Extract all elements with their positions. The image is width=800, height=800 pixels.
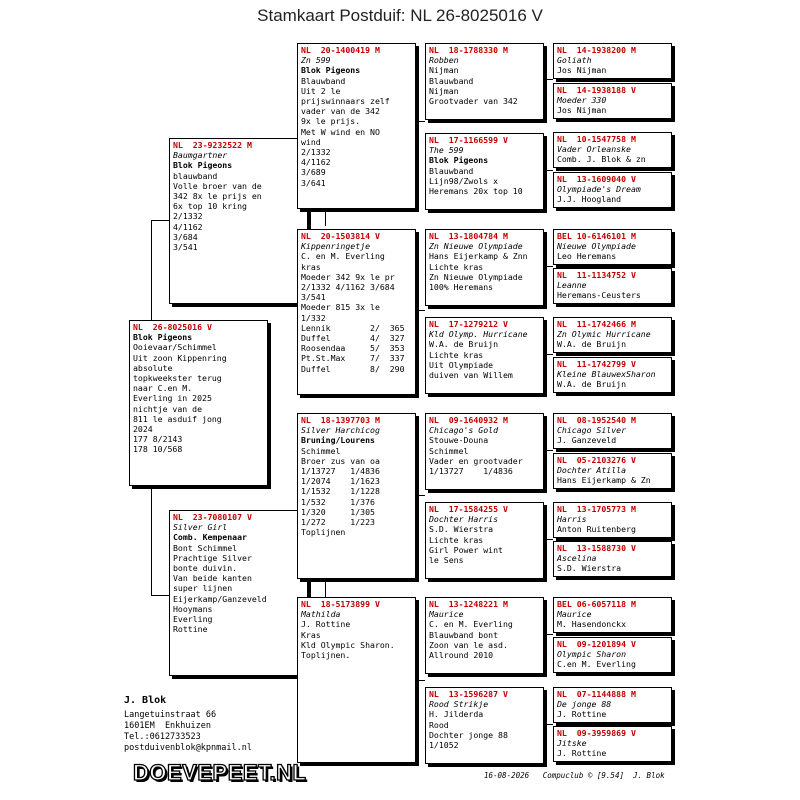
ring-number: NL 17-1166599 V [429,135,508,145]
pigeon-name: Silver Harchicog [301,425,380,436]
info-line: 1/272 1/223 [301,517,375,528]
pigeon-name: Olympic Sharon [557,649,627,660]
connector-line [547,354,553,355]
ring-number: NL 05-2103276 V [557,455,636,465]
info-line: Rood [429,719,449,730]
pigeon-card-ggf-3[interactable] [425,413,544,490]
pigeon-name: Kippenringetje [301,241,371,252]
info-line: 1/13727 1/4836 [429,466,513,477]
info-line: Moeder 815 3x le [301,302,380,313]
info-line: prijswinnaars zelf [301,96,390,107]
info-line: Pt.St.Max 7/ 337 [301,353,405,364]
info-line: Jos Nijman [557,105,607,116]
info-line: Ooievaar/Schimmel [133,342,217,353]
info-line: Lichte kras [429,534,484,545]
pigeon-name: Maurice [429,609,464,620]
owner-city: 1601EM Enkhuizen [124,721,211,731]
info-line: Nijman [429,85,459,96]
info-line: 4/1162 [301,157,331,168]
owner-label: Blok Pigeons [429,155,489,166]
info-line: Lennik 2/ 365 [301,322,405,333]
info-line: Schimmel [429,445,469,456]
pigeon-card-father-father[interactable] [297,43,416,209]
ring-number: NL 17-1279212 V [429,319,508,329]
info-line: Girl Power wint [429,544,503,555]
info-line: 2024 [133,424,153,435]
connector-line [419,495,425,496]
connector-line [547,539,553,540]
info-line: 177 8/2143 [133,434,183,445]
info-line: J. Rottine [557,748,607,759]
pigeon-card-gen4-16[interactable] [553,726,672,762]
info-line: Everling [173,614,213,625]
info-line: J. Ganzeveld [557,435,617,446]
owner-street: Langetuinstraat 66 [124,710,217,720]
info-line: 178 10/568 [133,444,183,455]
pigeon-name: Zn Olymic Hurricane [557,329,651,340]
connector-line [151,220,169,221]
info-line: kras [301,261,321,272]
info-line: W.A. de Bruijn [557,379,627,390]
owner-label: Blok Pigeons [133,332,193,343]
info-line: 1/1052 [429,740,459,751]
info-line: C. en M. Everling [429,619,513,630]
owner-label: Blok Pigeons [173,160,233,171]
ring-number: NL 13-1705773 M [557,504,636,514]
ring-number: NL 18-1397703 M [301,415,380,425]
info-line: Jos Nijman [557,65,607,76]
ring-number: NL 09-1201894 V [557,639,636,649]
info-line: blauwband [173,170,218,181]
ring-number: NL 17-1584255 V [429,504,508,514]
owner-name: J. Blok [124,695,167,706]
pigeon-name: Vader Orleanske [557,144,631,155]
ring-number: NL 11-1134752 V [557,270,636,280]
info-line: 3/641 [301,177,326,188]
pigeon-name: Nieuwe Olympiade [557,241,636,252]
info-line: naar C.en M. [133,383,193,394]
info-line: Duffel 4/ 327 [301,333,405,344]
ring-number: NL 09-3959869 V [557,728,636,738]
pigeon-card-gen4-9[interactable] [553,413,672,449]
page-title: Stamkaart Postduif: NL 26-8025016 V [257,6,543,25]
info-line: Lichte kras [429,349,484,360]
info-line: 2/1332 4/1162 3/684 [301,282,395,293]
info-line: Toplijnen. [301,650,351,661]
ring-number: NL 18-5173899 V [301,599,380,609]
info-line: 2/1332 [301,147,331,158]
info-line: Grootvader van 342 [429,96,518,107]
pigeon-name: Chicago's Gold [429,425,499,436]
pigeon-name: Goliath [557,55,592,66]
info-line: 3/684 [173,231,198,242]
ring-number: NL 20-1400419 M [301,45,380,55]
pigeon-name: Jitske [557,738,587,749]
pigeon-card-gen4-14[interactable] [553,637,672,673]
info-line: Blauwband [429,165,474,176]
info-line: Comb. J. Blok & zn [557,154,646,165]
connector-line [547,266,553,267]
info-line: Duffel 8/ 290 [301,363,405,374]
info-line: 1/1532 1/1228 [301,486,380,497]
pigeon-card-gen4-11[interactable] [553,502,672,538]
info-line: nichtje van de [133,403,203,414]
pigeon-card-ggm-1[interactable] [425,133,544,210]
ring-number: NL 23-7080107 V [173,512,252,522]
info-line: Bont Schimmel [173,542,238,553]
info-line: Blauwband bont [429,629,499,640]
info-line: Everling in 2025 [133,393,212,404]
pigeon-name: Harris [557,514,587,525]
info-line: S.D. Wierstra [557,563,622,574]
pigeon-name: De jonge 88 [557,699,612,710]
ring-number: NL 13-1609040 V [557,174,636,184]
pigeon-name: Kld Olymp. Hurricane [429,329,528,340]
connector-line [151,486,152,596]
info-line: Moeder 342 9x le pr [301,271,395,282]
info-line: Heremans-Ceusters [557,290,641,301]
info-line: W.A. de Bruijn [557,339,627,350]
info-line: C.en M. Everling [557,659,636,670]
info-line: H. Jilderda [429,709,484,720]
info-line: Broer zus van oa [301,455,380,466]
info-line: Uit Olympiade [429,359,494,370]
info-line: le Sens [429,555,464,566]
owner-block [124,695,252,754]
pigeon-name: Rood Strikje [429,699,489,710]
pigeon-card-mother[interactable] [169,510,308,676]
info-line: 1/2074 1/1623 [301,476,380,487]
pigeon-name: Maurice [557,609,592,620]
info-line: Toplijnen [301,527,346,538]
ring-number: NL 26-8025016 V [133,322,212,332]
info-line: 3/541 [173,242,198,253]
connector-line [547,450,553,451]
info-line: 3/689 [301,167,326,178]
info-line: 3/541 [301,292,326,303]
info-line: 1/332 [301,312,326,323]
site-logo[interactable]: DOEVEPEET.NL [133,760,307,785]
info-line: duiven van Willem [429,370,513,381]
pigeon-card-gen4-13[interactable] [553,597,672,633]
pigeon-card-gen4-4[interactable] [553,172,672,208]
connector-line [547,724,553,725]
info-line: 4/1162 [173,221,203,232]
pigeon-card-gen4-1[interactable] [553,43,672,79]
info-line: Hans Eijerkamp & Znn [429,251,528,262]
pigeon-name: Dochter Atilla [557,465,627,476]
pigeon-card-mother-father[interactable] [297,413,416,579]
pigeon-card-gen4-2[interactable] [553,83,672,119]
pigeon-card-ggf-2[interactable] [425,229,544,306]
info-line: J. Rottine [557,709,607,720]
ring-number: NL 13-1596287 V [429,689,508,699]
info-line: C. en M. Everling [301,251,385,262]
info-line: Allround 2010 [429,650,494,661]
ring-number: NL 11-1742466 M [557,319,636,329]
info-line: Rottine [173,624,208,635]
ring-number: NL 07-1144888 M [557,689,636,699]
info-line: Prachtige Silver [173,552,252,563]
pigeon-card-gen4-12[interactable] [553,541,672,577]
info-line: Roosendaa 5/ 353 [301,343,405,354]
connector-line [419,310,425,311]
pigeon-name: Kleine BlauwexSharon [557,369,656,380]
info-line: Van beide kanten [173,573,252,584]
ring-number: NL 11-1742799 V [557,359,636,369]
connector-line [547,170,553,171]
info-line: J.J. Hoogland [557,194,622,205]
ring-number: NL 13-1248221 M [429,599,508,609]
pigeon-card-ggm-2[interactable] [425,317,544,394]
pigeon-card-father-mother[interactable] [297,229,416,395]
info-line: Vader en grootvader [429,455,523,466]
pigeon-name: Robben [429,55,459,66]
info-line: Zoon van le asd. [429,639,508,650]
info-line: 1/13727 1/4836 [301,466,380,477]
info-line: 811 le asduif jong [133,413,222,424]
pigeon-card-gen4-5[interactable] [553,229,672,265]
pigeon-card-gen4-15[interactable] [553,687,672,723]
ring-number: BEL 06-6057118 M [557,599,636,609]
ring-number: NL 08-1952540 M [557,415,636,425]
pigeon-name: The 599 [429,145,464,156]
connector-line [547,634,553,635]
owner-phone: Tel.:0612733523 [124,732,201,742]
info-line: vader van de 342 [301,106,380,117]
pigeon-card-gen4-6[interactable] [553,268,672,304]
info-line: 6x top 10 kring [173,201,247,212]
info-line: Lijn98/Zwols x [429,175,499,186]
info-line: Volle broer van de [173,180,262,191]
info-line: Anton Ruitenberg [557,524,636,535]
pigeon-card-gen4-10[interactable] [553,453,672,489]
ring-number: NL 23-9232522 M [173,140,252,150]
pigeon-name: Leanne [557,280,587,291]
pigeon-name: Baumgartner [173,150,228,161]
info-line: 2/1332 [173,211,203,222]
info-line: absolute [133,362,173,373]
pigeon-name: Moeder 330 [557,95,607,106]
owner-email[interactable]: postduivenblok@kpnmail.nl [124,743,252,753]
info-line: Heremans 20x top 10 [429,186,523,197]
info-line: S.D. Wierstra [429,524,494,535]
info-line: bonte duivin. [173,563,238,574]
pigeon-name: Zn Nieuwe Olympiade [429,241,523,252]
pigeon-card-main[interactable] [129,320,268,486]
info-line: J. Rottine [301,619,351,630]
connector-line [151,220,152,320]
footer-credit: 16-08-2026 Compuclub © [9.54] J. Blok [484,771,665,780]
pigeon-name: Mathilda [301,609,341,620]
connector-line [419,680,425,681]
pigeon-name: Ascelina [557,553,597,564]
pigeon-name: Dochter Harris [429,514,499,525]
info-line: 9x le prijs. [301,116,361,127]
ring-number: NL 14-1938188 V [557,85,636,95]
info-line: Uit 2 le [301,85,341,96]
info-line: W.A. de Bruijn [429,339,499,350]
info-line: 100% Heremans [429,282,494,293]
info-line: Blauwband [429,75,474,86]
ring-number: NL 13-1588730 V [557,543,636,553]
info-line: Uit zoon Kippenring [133,352,227,363]
ring-number: NL 20-1503814 V [301,231,380,241]
ring-number: BEL 10-6146101 M [557,231,636,241]
pigeon-card-gen4-8[interactable] [553,357,672,393]
owner-label: Bruning/Lourens [301,435,375,446]
info-line: Eijerkamp/Ganzeveld [173,593,267,604]
connector-line [547,79,553,80]
info-line: Schimmel [301,445,341,456]
info-line: Met W wind en NO [301,126,380,137]
pigeon-card-ggm-4[interactable] [425,687,544,764]
pigeon-name: Chicago Silver [557,425,627,436]
connector-line [308,580,325,581]
info-line: Dochter jonge 88 [429,729,508,740]
ring-number: NL 14-1938200 M [557,45,636,55]
info-line: super lijnen [173,583,233,594]
pigeon-card-gen4-7[interactable] [553,317,672,353]
connector-line [419,121,425,122]
connector-line [151,595,169,596]
pigeon-card-mother-mother[interactable] [297,597,416,763]
ring-number: NL 10-1547758 M [557,134,636,144]
pigeon-card-gen4-3[interactable] [553,132,672,168]
info-line: Hooymans [173,603,213,614]
info-line: Blauwband [301,75,346,86]
info-line: 342 8x le prijs en [173,191,262,202]
pigeon-name: Silver Girl [173,522,228,533]
pigeon-card-ggf-4[interactable] [425,597,544,674]
info-line: Leo Heremans [557,251,617,262]
ring-number: NL 18-1788330 M [429,45,508,55]
info-line: Kld Olympic Sharon. [301,639,395,650]
pigeon-name: Olympiade's Dream [557,184,641,195]
info-line: 1/320 1/305 [301,506,375,517]
info-line: Kras [301,629,321,640]
info-line: Lichte kras [429,261,484,272]
info-line: Stouwe-Douna [429,435,489,446]
info-line: Nijman [429,65,459,76]
info-line: topkweekster terug [133,373,222,384]
ring-number: NL 13-1804784 M [429,231,508,241]
info-line: M. Hasendonckx [557,619,627,630]
pigeon-card-father[interactable] [169,138,308,304]
info-line: wind [301,136,321,147]
info-line: Zn Nieuwe Olympiade [429,271,523,282]
pigeon-card-ggf-1[interactable] [425,43,544,120]
ring-number: NL 09-1640932 M [429,415,508,425]
pigeon-card-ggm-3[interactable] [425,502,544,579]
owner-label: Blok Pigeons [301,65,361,76]
owner-label: Comb. Kempenaar [173,532,247,543]
info-line: Hans Eijerkamp & Zn [557,475,651,486]
info-line: 1/532 1/376 [301,496,375,507]
pigeon-name: Zn 599 [301,55,331,66]
